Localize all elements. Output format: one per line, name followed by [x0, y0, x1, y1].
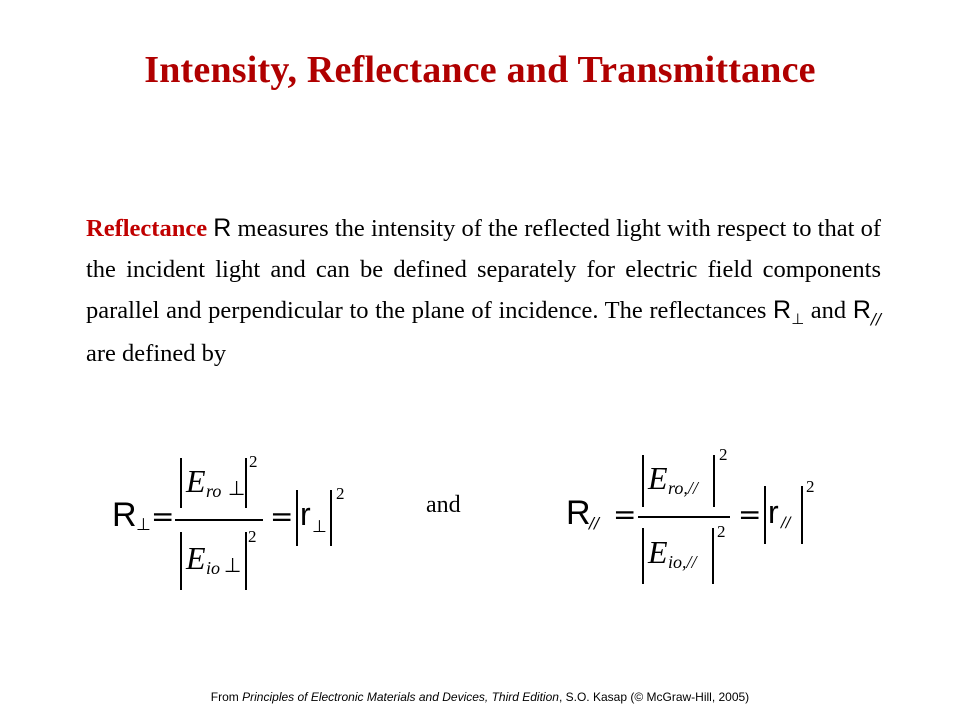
- eq-par-r-sub: //: [781, 515, 791, 531]
- eq-par-r: r: [768, 494, 779, 530]
- eq-perp-lhs-sub: ⊥: [136, 515, 151, 535]
- par-subscript: //: [870, 310, 881, 328]
- r-symbol: R: [213, 214, 232, 242]
- eq-par-equals-2: =: [738, 498, 762, 531]
- eq-par-r-pow: 2: [806, 477, 815, 496]
- eq-par-r-abs-right: [801, 486, 803, 544]
- paragraph-text-3: are defined by: [86, 339, 227, 367]
- eq-perp-num-e: E: [186, 463, 206, 499]
- eq-par-den-abs-left: [642, 528, 644, 584]
- eq-par-den-e: E: [648, 534, 668, 570]
- citation-suffix: , S.O. Kasap (© McGraw-Hill, 2005): [558, 690, 750, 704]
- eq-perp-den-sub: io: [206, 558, 221, 578]
- eq-perp-equals-1: =: [151, 500, 175, 533]
- eq-perp-den-e: E: [186, 540, 206, 576]
- r-par-symbol: R: [852, 296, 871, 324]
- slide-title: Intensity, Reflectance and Transmittance: [144, 49, 816, 91]
- eq-par-num-e: E: [648, 460, 668, 496]
- eq-perp-num-pow: 2: [249, 452, 258, 471]
- eq-par-lhs: R: [566, 494, 591, 532]
- reflectance-term: Reflectance: [86, 215, 208, 242]
- eq-par-fraction-line: [638, 516, 730, 518]
- eq-par-den-sub: io,//: [668, 552, 697, 572]
- eq-perp-equals-2: =: [270, 500, 294, 533]
- and-connector: and: [426, 492, 461, 518]
- source-citation: [0, 690, 960, 704]
- paragraph-text-2: and: [804, 297, 853, 324]
- perp-subscript: ⊥: [791, 310, 805, 328]
- eq-par-num-sub: ro,//: [668, 478, 698, 498]
- citation-book-title: Principles of Electronic Materials and Devices, Third Edition: [242, 690, 559, 704]
- eq-par-num-pow: 2: [719, 445, 728, 464]
- eq-perp-num-perp: ⊥: [228, 476, 246, 500]
- r-perp-symbol: R: [773, 296, 792, 324]
- eq-perp-num-sub: ro: [206, 481, 222, 501]
- eq-par-lhs-sub: //: [589, 514, 600, 532]
- eq-par-num-abs-right: [713, 455, 715, 507]
- eq-perp-r: r: [300, 496, 311, 532]
- eq-perp-lhs: R: [112, 496, 137, 534]
- eq-perp-den-pow: 2: [248, 527, 257, 546]
- eq-par-r-abs-left: [764, 486, 766, 544]
- eq-perp-r-pow: 2: [336, 484, 345, 503]
- citation-prefix: From: [210, 690, 243, 704]
- eq-par-den-abs-right: [712, 528, 714, 584]
- eq-par-den-pow: 2: [717, 522, 726, 541]
- eq-perp-r-sub: ⊥: [312, 517, 327, 537]
- paragraph-text-1: measures the intensity of the reflected light with respect to that of the incident light and can be defined separately for electric field components parallel and perpendicular to the plane of incidence. The reflectances: [86, 215, 882, 324]
- eq-perp-den-perp: ⊥: [224, 553, 242, 577]
- eq-par-equals-1: =: [613, 498, 637, 531]
- eq-par-num-abs-left: [642, 455, 644, 507]
